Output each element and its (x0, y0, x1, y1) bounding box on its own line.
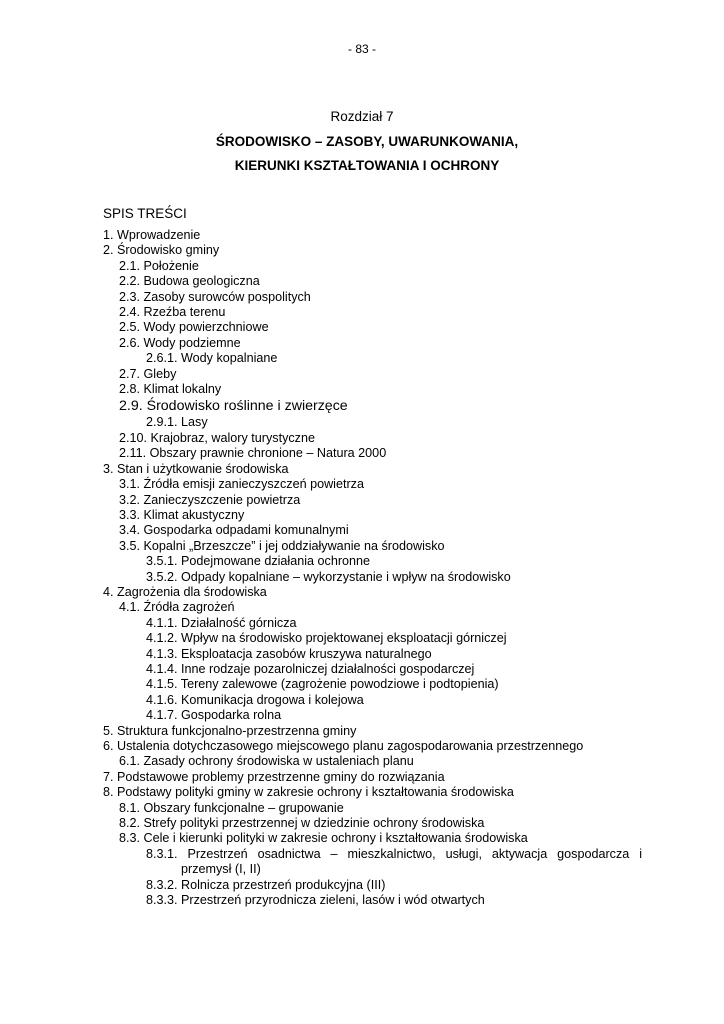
toc-item: 8.3.1. Przestrzeń osadnictwa – mieszkalnictwo, usługi, aktywacja gospodarcza i (146, 846, 642, 861)
toc-item: 8.3.3. Przestrzeń przyrodnicza zieleni, lasów i wód otwartych (146, 893, 485, 908)
toc-item: 8.3.2. Rolnicza przestrzeń produkcyjna (III) (146, 877, 386, 892)
toc-item: 3.2. Zanieczyszczenie powietrza (119, 492, 301, 507)
chapter-label: Rozdział 7 (330, 109, 394, 124)
toc-item: 8.3. Cele i kierunki polityki w zakresie ochrony i kształtowania środowiska (119, 831, 528, 846)
toc-item: 4.1.7. Gospodarka rolna (146, 708, 282, 723)
toc-item: 3.5.1. Podejmowane działania ochronne (146, 554, 371, 569)
toc-item: 2.6.1. Wody kopalniane (146, 351, 278, 366)
toc-item: 2.8. Klimat lokalny (119, 382, 222, 397)
toc-item: 4.1.6. Komunikacja drogowa i kolejowa (146, 692, 364, 707)
toc-item: 2.11. Obszary prawnie chronione – Natura 2000 (119, 446, 387, 461)
toc-item: 1. Wprowadzenie (103, 228, 201, 242)
toc-item: 3.5. Kopalni „Brzeszcze” i jej oddziaływanie na środowisko (119, 538, 445, 553)
toc-item: 2.2. Budowa geologiczna (119, 274, 260, 289)
toc-item: 8.1. Obszary funkcjonalne – grupowanie (119, 800, 344, 815)
toc-item: 2.7. Gleby (119, 366, 177, 381)
toc-item: 2.3. Zasoby surowców pospolitych (119, 289, 311, 304)
toc-item: 2. Środowisko gminy (103, 243, 220, 258)
chapter-title-line-1: ŚRODOWISKO – ZASOBY, UWARUNKOWANIA, (215, 134, 519, 149)
toc-item: 2.1. Położenie (119, 258, 199, 273)
toc-item-continuation: przemysł (I, II) (181, 862, 261, 877)
toc-item: 6. Ustalenia dotychczasowego miejscowego planu zagospodarowania przestrzennego (103, 739, 584, 753)
toc-item: 2.6. Wody podziemne (119, 335, 241, 350)
table-of-contents (103, 228, 643, 908)
page-number: - 83 - (347, 42, 376, 56)
toc-item: 4.1.2. Wpływ na środowisko projektowanej eksploatacji górniczej (146, 631, 507, 646)
toc-item: 7. Podstawowe problemy przestrzenne gminy do rozwiązania (103, 769, 445, 784)
toc-item: 4.1.5. Tereny zalewowe (zagrożenie powodziowe i podtopienia) (146, 677, 499, 692)
toc-item: 4. Zagrożenia dla środowiska (103, 584, 267, 599)
toc-item: 2.10. Krajobraz, walory turystyczne (119, 430, 315, 445)
chapter-title-line-2: KIERUNKI KSZTAŁTOWANIA I OCHRONY (234, 158, 500, 173)
toc-item: 3.3. Klimat akustyczny (119, 507, 245, 522)
toc-item: 6.1. Zasady ochrony środowiska w ustaleniach planu (119, 754, 414, 769)
toc-item: 2.4. Rzeźba terenu (119, 305, 226, 320)
toc-item: 3.4. Gospodarka odpadami komunalnymi (119, 523, 349, 538)
toc-item: 4.1.3. Eksploatacja zasobów kruszywa naturalnego (146, 646, 432, 661)
toc-item: 8.2. Strefy polityki przestrzennej w dziedzinie ochrony środowiska (119, 816, 485, 831)
toc-item: 5. Struktura funkcjonalno-przestrzenna gminy (103, 723, 357, 738)
toc-item: 3. Stan i użytkowanie środowiska (103, 461, 289, 476)
toc-item: 2.9.1. Lasy (146, 415, 208, 430)
toc-heading: SPIS TREŚCI (103, 206, 187, 221)
toc-item: 8. Podstawy polityki gminy w zakresie ochrony i kształtowania środowiska (103, 785, 514, 800)
toc-item: 2.5. Wody powierzchniowe (119, 320, 269, 335)
toc-item: 4.1.1. Działalność górnicza (146, 615, 297, 630)
toc-item: 3.5.2. Odpady kopalniane – wykorzystanie i wpływ na środowisko (146, 569, 511, 584)
toc-item: 3.1. Źródła emisji zanieczyszczeń powietrza (119, 477, 364, 492)
toc-item: 2.9. Środowisko roślinne i zwierzęce (119, 398, 348, 415)
toc-item: 4.1.4. Inne rodzaje pozarolniczej działalności gospodarczej (146, 661, 475, 676)
toc-item: 4.1. Źródła zagrożeń (119, 600, 235, 615)
